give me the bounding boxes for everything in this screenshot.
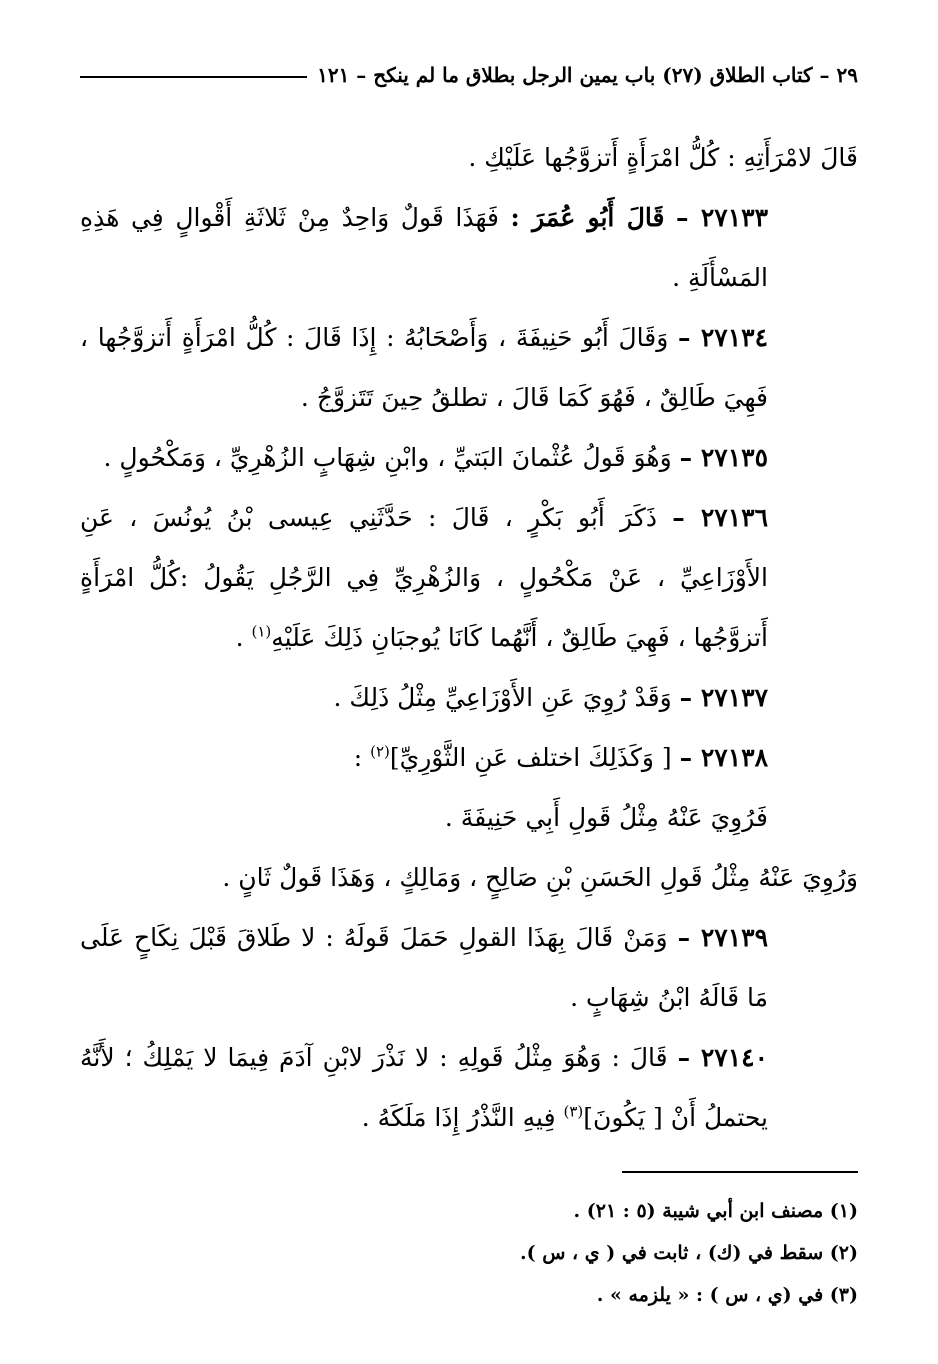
paragraph-text: وَمَنْ قَالَ بِهَذَا القولِ حَمَلَ قَولَهُ : لا طَلاقَ قَبْلَ نِكَاحٍ عَلَى مَا قَالَهُ ابْنُ شِهَابٍ . bbox=[80, 923, 768, 1012]
paragraph-27139 bbox=[80, 908, 858, 1028]
paragraph-27136: ٢٧١٣٦ – ذَكَرَ أَبُو بَكْرٍ ، قَالَ : حَدَّثَنِي عِيسى بْنُ يُونُسَ ، عَنِ الأَوْزَاعِيِّ ، عَنْ مَكْحُولٍ ، وَالزُهْرِيِّ فِي الرَّجُلِ يَقُولُ :كُلُّ امْرَأَةٍ أَتزوَّجُها ، فَهِيَ طَالِقٌ ، أَنَّهُما كَانَا يُوجبَانِ ذَلِكَ عَلَيْهِ$^{(١)}$ . bbox=[80, 503, 768, 652]
paragraph-text: قَالَ : وَهُوَ مِثْلُ قَولِهِ : لا نَذْرَ لابْنِ آدَمَ فِيمَا لا يَمْلِكُ ؛ لأَنَّهُ يحتملُ أَنْ [ يَكُونَ] bbox=[80, 1043, 768, 1132]
paragraph-text: فَهَذَا قَولٌ وَاحِدٌ مِنْ ثَلاثَةِ أَقْوالٍ فِي هَذِهِ المَسْأَلَةِ . bbox=[80, 203, 768, 292]
footnote-mark: (٢) bbox=[370, 742, 390, 761]
main-text bbox=[80, 128, 858, 1148]
paragraph-number: ٢٧١٣٤ – bbox=[677, 323, 768, 352]
footnote-1: (١) مصنف ابن أبي شيبة (٥ : ٢١) . bbox=[573, 1200, 858, 1222]
footnote-3: (٣) في (ي ، س ) : « يلزمه » . bbox=[596, 1284, 858, 1306]
paragraph-text: وَهُوَ قَولُ عُثْمانَ البَتيِّ ، وابْنِ شِهَابٍ الزُهْرِيِّ ، وَمَكْحُولٍ . bbox=[103, 443, 672, 472]
paragraph-27133 bbox=[80, 188, 858, 308]
paragraph-narration-2: وَرُوِيَ عَنْهُ مِثْلُ قَولِ الحَسَنِ بْنِ صَالِحٍ ، وَمَالِكٍ ، وَهَذَا قَولٌ ثَانٍ . bbox=[222, 863, 858, 892]
paragraph-continuation: قَالَ لامْرَأَتِهِ : كُلُّ امْرَأَةٍ أَتزوَّجُها عَلَيْكِ . bbox=[468, 143, 858, 172]
paragraph-text: وَقَدْ رُوِيَ عَنِ الأَوْزَاعِيِّ مِثْلُ ذَلِكَ . bbox=[333, 683, 672, 712]
paragraph-number: ٢٧١٣٥ – bbox=[679, 443, 768, 472]
paragraph-number: ٢٧١٣٦ – bbox=[672, 503, 768, 532]
paragraph-text: ذَكَرَ أَبُو بَكْرٍ ، قَالَ : حَدَّثَنِي عِيسى بْنُ يُونُسَ ، عَنِ الأَوْزَاعِيِّ ، عَنْ مَكْحُولٍ ، وَالزُهْرِيِّ فِي الرَّجُلِ يَقُولُ :كُلُّ امْرَأَةٍ أَتزوَّجُها ، فَهِيَ طَالِقٌ ، أَنَّهُما كَانَا يُوجبَانِ ذَلِكَ عَلَيْهِ bbox=[80, 503, 768, 652]
paragraph-lead: قَالَ أَبُو عُمَرَ : bbox=[510, 203, 665, 232]
paragraph-number: ٢٧١٣٩ – bbox=[677, 923, 768, 952]
paragraph-27135 bbox=[80, 428, 858, 488]
footnote-2: (٢) سقط في (ك) ، ثابت في ( ي ، س ). bbox=[520, 1242, 858, 1264]
footnotes bbox=[80, 1190, 858, 1316]
paragraph-text: وَقَالَ أَبُو حَنِيفَةَ ، وَأَصْحَابُهُ : إِذَا قَالَ : كُلُّ امْرَأَةٍ أَتزوَّجُها ، فَهِيَ طَالِقٌ ، فَهُوَ كَمَا قَالَ ، تطلقُ حِينَ تَتَزوَّجُ . bbox=[80, 323, 768, 412]
paragraph-text: [ وَكَذَلِكَ اختلف عَنِ الثَّوْرِيِّ] bbox=[389, 743, 672, 772]
paragraph-number: ٢٧١٣٨ – bbox=[679, 743, 768, 772]
footnote-mark: (١) bbox=[251, 622, 272, 641]
running-header bbox=[80, 58, 858, 92]
paragraph-number: ٢٧١٣٣ – bbox=[676, 203, 768, 232]
paragraph-number: ٢٧١٤٠ – bbox=[677, 1043, 768, 1072]
footnote-mark: (٣) bbox=[563, 1102, 584, 1121]
paragraph-27134 bbox=[80, 308, 858, 428]
paragraph-27140: ٢٧١٤٠ – قَالَ : وَهُوَ مِثْلُ قَولِهِ : لا نَذْرَ لابْنِ آدَمَ فِيمَا لا يَمْلِكُ ؛ لأَنَّهُ يحتملُ أَنْ [ يَكُونَ]$^{(٣)}$ فِيهِ النَّذْرُ إِذَا مَلَكَهُ . bbox=[80, 1043, 768, 1132]
header-title: ٢٩ – كتاب الطلاق (٢٧) باب يمين الرجل بطلاق ما لم ينكح – ١٢١ bbox=[317, 63, 858, 87]
paragraph-27138: ٢٧١٣٨ – [ وَكَذَلِكَ اختلف عَنِ الثَّوْرِيِّ]$^{(٢)}$ : bbox=[353, 742, 768, 772]
footnote-divider bbox=[622, 1171, 858, 1173]
paragraph-narration-1: فَرُوِيَ عَنْهُ مِثْلُ قَولِ أَبِي حَنِيفَةَ . bbox=[444, 803, 768, 832]
paragraph-27137 bbox=[80, 668, 858, 728]
header-rule bbox=[80, 76, 307, 78]
paragraph-number: ٢٧١٣٧ – bbox=[679, 683, 768, 712]
